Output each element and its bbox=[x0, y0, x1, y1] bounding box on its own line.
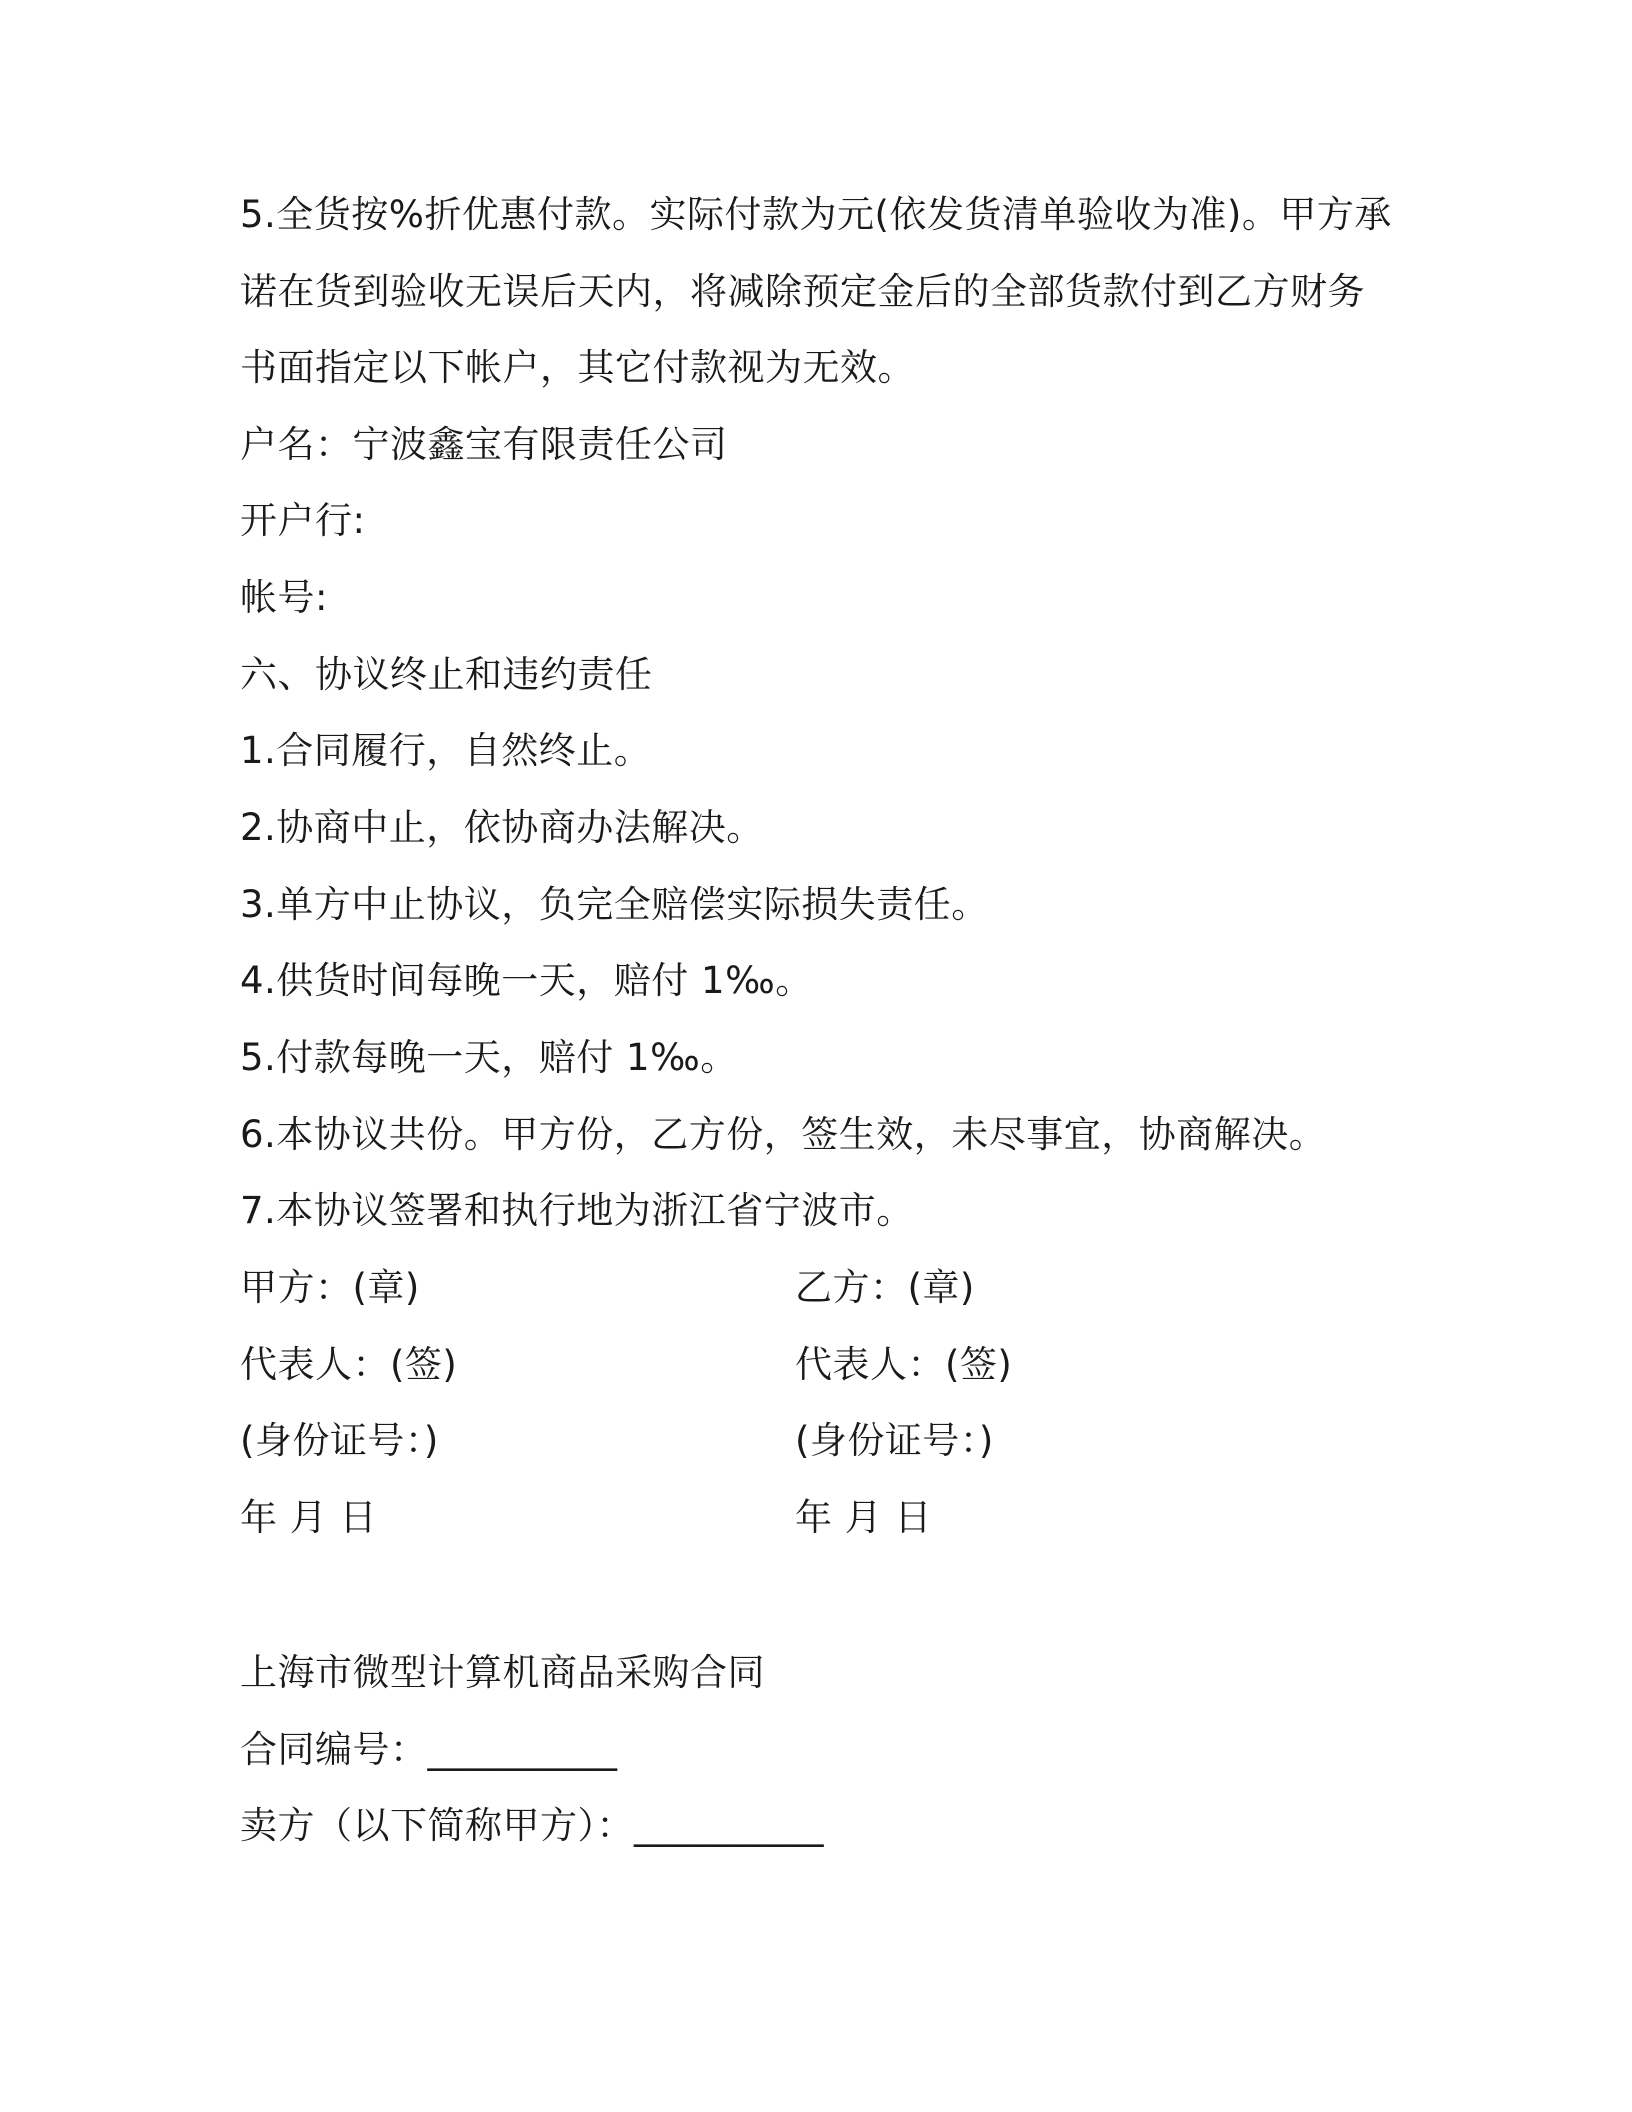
next-contract-title: 上海市微型计算机商品采购合同 bbox=[240, 1651, 765, 1694]
party-a-id-number: (身份证号：) bbox=[240, 1419, 439, 1462]
party-a-date: 年 月 日 bbox=[240, 1496, 378, 1539]
section-6-item-5: 5.付款每晚一天，赔付 1‰。 bbox=[240, 1036, 738, 1079]
party-a-representative: 代表人：(签) bbox=[240, 1343, 458, 1386]
section-6-item-1: 1.合同履行，自然终止。 bbox=[240, 729, 652, 772]
clause-5-line-1: 5.全货按%折优惠付款。实际付款为元(依发货清单验收为准)。甲方承 bbox=[240, 193, 1392, 236]
party-a-seal: 甲方：(章) bbox=[240, 1266, 420, 1309]
account-bank: 开户行: bbox=[240, 499, 366, 542]
party-b-representative: 代表人：(签) bbox=[795, 1343, 1013, 1386]
section-6-heading: 六、协议终止和违约责任 bbox=[240, 653, 653, 696]
section-6-item-3: 3.单方中止协议，负完全赔偿实际损失责任。 bbox=[240, 883, 989, 926]
section-6-item-6: 6.本协议共份。甲方份，乙方份，签生效，未尽事宜，协商解决。 bbox=[240, 1113, 1327, 1156]
clause-5-line-2: 诺在货到验收无误后天内，将减除预定金后的全部货款付到乙方财务 bbox=[240, 270, 1365, 313]
party-b-id-number: (身份证号：) bbox=[795, 1419, 994, 1462]
party-b-seal: 乙方：(章) bbox=[795, 1266, 975, 1309]
party-b-date: 年 月 日 bbox=[795, 1496, 933, 1539]
account-name: 户名：宁波鑫宝有限责任公司 bbox=[240, 423, 728, 466]
contract-number-field: 合同编号：__________ bbox=[240, 1728, 618, 1771]
seller-field: 卖方（以下简称甲方）：__________ bbox=[240, 1804, 824, 1847]
clause-5-line-3: 书面指定以下帐户，其它付款视为无效。 bbox=[240, 346, 915, 389]
section-6-item-2: 2.协商中止，依协商办法解决。 bbox=[240, 806, 764, 849]
section-6-item-4: 4.供货时间每晚一天，赔付 1‰。 bbox=[240, 959, 813, 1002]
account-number: 帐号: bbox=[240, 576, 328, 619]
section-6-item-7: 7.本协议签署和执行地为浙江省宁波市。 bbox=[240, 1189, 914, 1232]
